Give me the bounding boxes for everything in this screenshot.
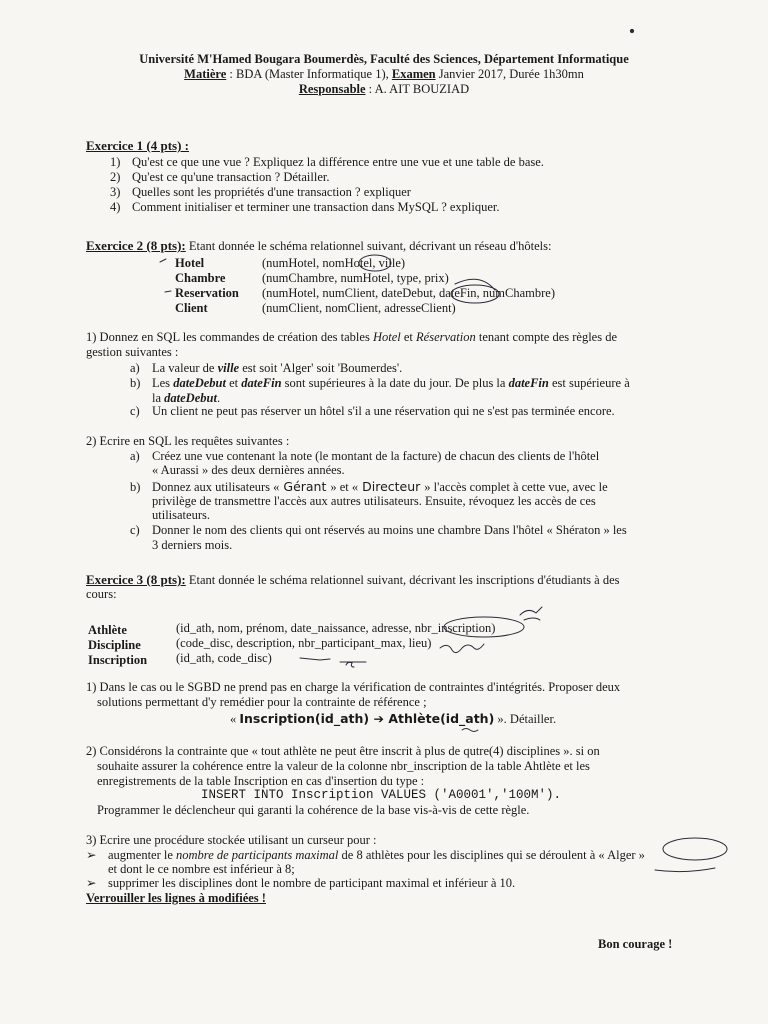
bullet-arrow-icon: ➢ (86, 876, 97, 890)
schema-table-reservation: Reservation (175, 286, 239, 300)
item-number: 4) (110, 200, 121, 214)
text: « (230, 712, 240, 726)
schema-attrs-reservation: (numHotel, numClient, dateDebut, dateFin, numChambre) (262, 286, 555, 300)
item-number: b) (130, 480, 141, 494)
schema-attrs-inscription: (id_ath, code_disc) (176, 651, 272, 665)
ex2-title-text: Exercice 2 (8 pts): (86, 238, 186, 253)
ex3-title-text: Exercice 3 (8 pts): (86, 572, 186, 587)
text: et (400, 330, 417, 344)
ex3-title (86, 572, 620, 588)
text: tenant compte des règles de (475, 330, 618, 344)
ex3-bullet-2 (86, 876, 515, 891)
text: est supérieure à (548, 376, 630, 390)
item-text: Qu'est ce qu'une transaction ? Détailler. (132, 170, 330, 184)
text: Les (152, 376, 174, 390)
schema-table-inscription: Inscription (88, 653, 148, 667)
text: 1) Donnez en SQL les commandes de création des tables (86, 330, 373, 344)
text: ». Détailler. (494, 712, 557, 726)
responsable-line (0, 82, 768, 97)
ex1-title-text: Exercice 1 (4 pts) : (86, 138, 190, 153)
university-header (0, 52, 768, 67)
pen-scribble (524, 618, 540, 620)
item-number: c) (130, 404, 140, 418)
text: Donner le nom des clients qui ont réservés au moins une chambre Dans l'hôtel « Shératon » les (152, 523, 627, 537)
pen-underline-alger (655, 868, 715, 872)
ex3-q1-line1: 1) Dans le cas ou le SGBD ne prend pas en charge la vérification de contraintes d'intégrités. Proposer deux (86, 680, 621, 694)
matiere-text: : BDA (Master Informatique 1), (226, 67, 392, 81)
examen-label: Examen (391, 67, 436, 81)
ex2-rule-a (130, 361, 402, 376)
text-bold-italic: dateFin (508, 376, 549, 390)
ex3-q2-line3: enregistrements de la table Inscription en cas d'insertion du type : (97, 774, 425, 788)
schema-table-chambre: Chambre (175, 271, 226, 285)
ex2-query-c-cont: 3 derniers mois. (152, 538, 233, 552)
text: Créez une vue contenant la note (le montant de la facture) de chacun des clients de l'hôtel (152, 449, 600, 463)
bullet-arrow-icon: ➢ (86, 848, 97, 862)
ex2-rule-b (130, 376, 630, 391)
ex3-q2-line4: Programmer le déclencheur qui garanti la cohérence de la base vis-à-vis de cette règle. (97, 803, 530, 817)
item-text: Qu'est ce que une vue ? Expliquez la différence entre une vue et une table de base. (132, 155, 544, 169)
text: la (152, 391, 165, 405)
item-number: c) (130, 523, 140, 537)
ex1-item-1 (110, 155, 544, 170)
text-italic: Réservation (416, 330, 476, 344)
ex3-intro: Etant donnée le schéma relationnel suivant, décrivant les inscriptions d'étudiants à des (185, 573, 620, 587)
schema-attrs-chambre: (numChambre, numHotel, type, prix) (262, 271, 449, 285)
text: Un client ne peut pas réserver un hôtel s'il a une réservation qui ne s'est pas terminée encore. (152, 404, 615, 418)
pen-dot (630, 29, 633, 32)
schema-attrs-discipline: (code_disc, description, nbr_participant_max, lieu) (176, 636, 432, 650)
ex3-q3-line1: 3) Ecrire une procédure stockée utilisant un curseur pour : (86, 833, 377, 847)
schema-attrs-hotel: (numHotel, nomHotel, ville) (262, 256, 406, 270)
text: augmenter le (108, 848, 177, 862)
ex2-q2: 2) Ecrire en SQL les requêtes suivantes : (86, 434, 290, 448)
text: » l'accès complet à cette vue, avec le (424, 480, 608, 494)
constraint-formula: Inscription(id_ath) ➔ Athlète(id_ath) (239, 711, 495, 726)
text-bold-italic: ville (217, 361, 240, 375)
schema-table-hotel: Hotel (175, 256, 205, 270)
ex3-q2-line1: 2) Considérons la contrainte que « tout athlète ne peut être inscrit à plus de qutre(4) disciplines ». si on (86, 744, 600, 758)
text: » et « (330, 480, 359, 494)
ex2-query-a-cont: « Aurassi » des deux dernières années. (152, 463, 345, 477)
text: est soit 'Alger' soit 'Boumerdes'. (239, 361, 403, 375)
ex3-bullet-1 (86, 848, 645, 863)
pen-tick (165, 291, 171, 292)
sql-insert-statement: INSERT INTO Inscription VALUES ('A0001','100M'). (201, 788, 562, 802)
ex2-rule-c (130, 404, 615, 419)
closing-remark (598, 937, 672, 952)
item-number: a) (130, 449, 140, 463)
ex3-q2-line2: souhaite assurer la cohérence entre la valeur de la colonne nbr_inscription de la table Ahtlète et les (97, 759, 590, 773)
ex2-query-a (130, 449, 599, 464)
ex2-query-b-cont1: privilège de transmettre l'accès aux autres utilisateurs. Ensuite, révoquez les accès de ces (152, 494, 596, 508)
ex1-item-2 (110, 170, 330, 185)
ex2-q1-line1 (86, 330, 617, 345)
pen-tick (160, 259, 166, 262)
ex3-q1-line2: solutions permettant d'y remédier pour la contrainte de référence ; (97, 695, 427, 709)
text-bold-italic: dateDebut (164, 391, 217, 405)
text: La valeur de (152, 361, 218, 375)
text-italic: Hotel (372, 330, 401, 344)
pen-underline (300, 658, 330, 660)
ex3-lock-note (86, 891, 266, 906)
ex3-bullet-1-cont: et dont le ce nombre est inférieur à 8; (108, 862, 295, 876)
text: sont supérieures à la date du jour. De plus la (281, 376, 509, 390)
text: supprimer les disciplines dont le nombre de participant maximal et inférieur à 10. (108, 876, 516, 890)
schema-attrs-client: (numClient, nomClient, adresseClient) (262, 301, 456, 315)
schema-table-client: Client (175, 301, 208, 315)
text-sans: Gérant (279, 479, 331, 494)
pen-scribble (520, 607, 542, 615)
closing-text: Bon courage ! (598, 937, 673, 951)
responsable-label: Responsable (298, 82, 366, 96)
text-bold-italic: dateDebut (173, 376, 226, 390)
examen-text: Janvier 2017, Durée 1h30mn (435, 67, 584, 81)
item-text: Comment initialiser et terminer une transaction dans MySQL ? expliquer. (132, 200, 500, 214)
schema-attrs-athlete: (id_ath, nom, prénom, date_naissance, adresse, nbr_inscription) (176, 621, 496, 635)
responsable-text: : A. AIT BOUZIAD (365, 82, 470, 96)
item-number: a) (130, 361, 140, 375)
text: Donnez aux utilisateurs « (152, 480, 280, 494)
schema-table-discipline: Discipline (88, 638, 141, 652)
ex3-q1-constraint (230, 711, 556, 727)
item-number: 3) (110, 185, 121, 199)
text: . (216, 391, 221, 405)
text: de 8 athlètes pour les disciplines qui se déroulent à « Alger » (338, 848, 645, 862)
lock-note-text: Verrouiller les lignes à modifiées ! (86, 891, 266, 905)
matiere-label: Matière (184, 67, 227, 81)
pen-scribble-lieu (440, 644, 484, 653)
ex2-title (86, 238, 551, 254)
subject-line (0, 67, 768, 82)
ex1-item-4 (110, 200, 500, 215)
ex2-query-b-cont2: utilisateurs. (152, 508, 210, 522)
item-number: b) (130, 376, 141, 390)
ex1-title (86, 138, 189, 154)
text-italic: nombre de participants maximal (176, 848, 339, 862)
ex3-intro-cont: cours: (86, 587, 117, 601)
ex1-item-3 (110, 185, 411, 200)
item-number: 2) (110, 170, 121, 184)
ex2-query-c (130, 523, 627, 538)
text-bold-italic: dateFin (241, 376, 282, 390)
schema-table-athlete: Athlète (88, 623, 127, 637)
pen-circle-alger (663, 838, 727, 860)
item-text: Quelles sont les propriétés d'une transaction ? expliquer (132, 185, 411, 199)
ex2-q1-line2: gestion suivantes : (86, 345, 179, 359)
university-line: Université M'Hamed Bougara Boumerdès, Faculté des Sciences, Département Informatique (139, 52, 629, 66)
item-number: 1) (110, 155, 121, 169)
pen-mark (346, 662, 354, 667)
pen-mark (462, 729, 478, 732)
text: et (225, 376, 242, 390)
ex2-query-b (130, 479, 608, 495)
ex2-intro: Etant donnée le schéma relationnel suivant, décrivant un réseau d'hôtels: (185, 239, 552, 253)
text-sans: Directeur (358, 479, 425, 494)
